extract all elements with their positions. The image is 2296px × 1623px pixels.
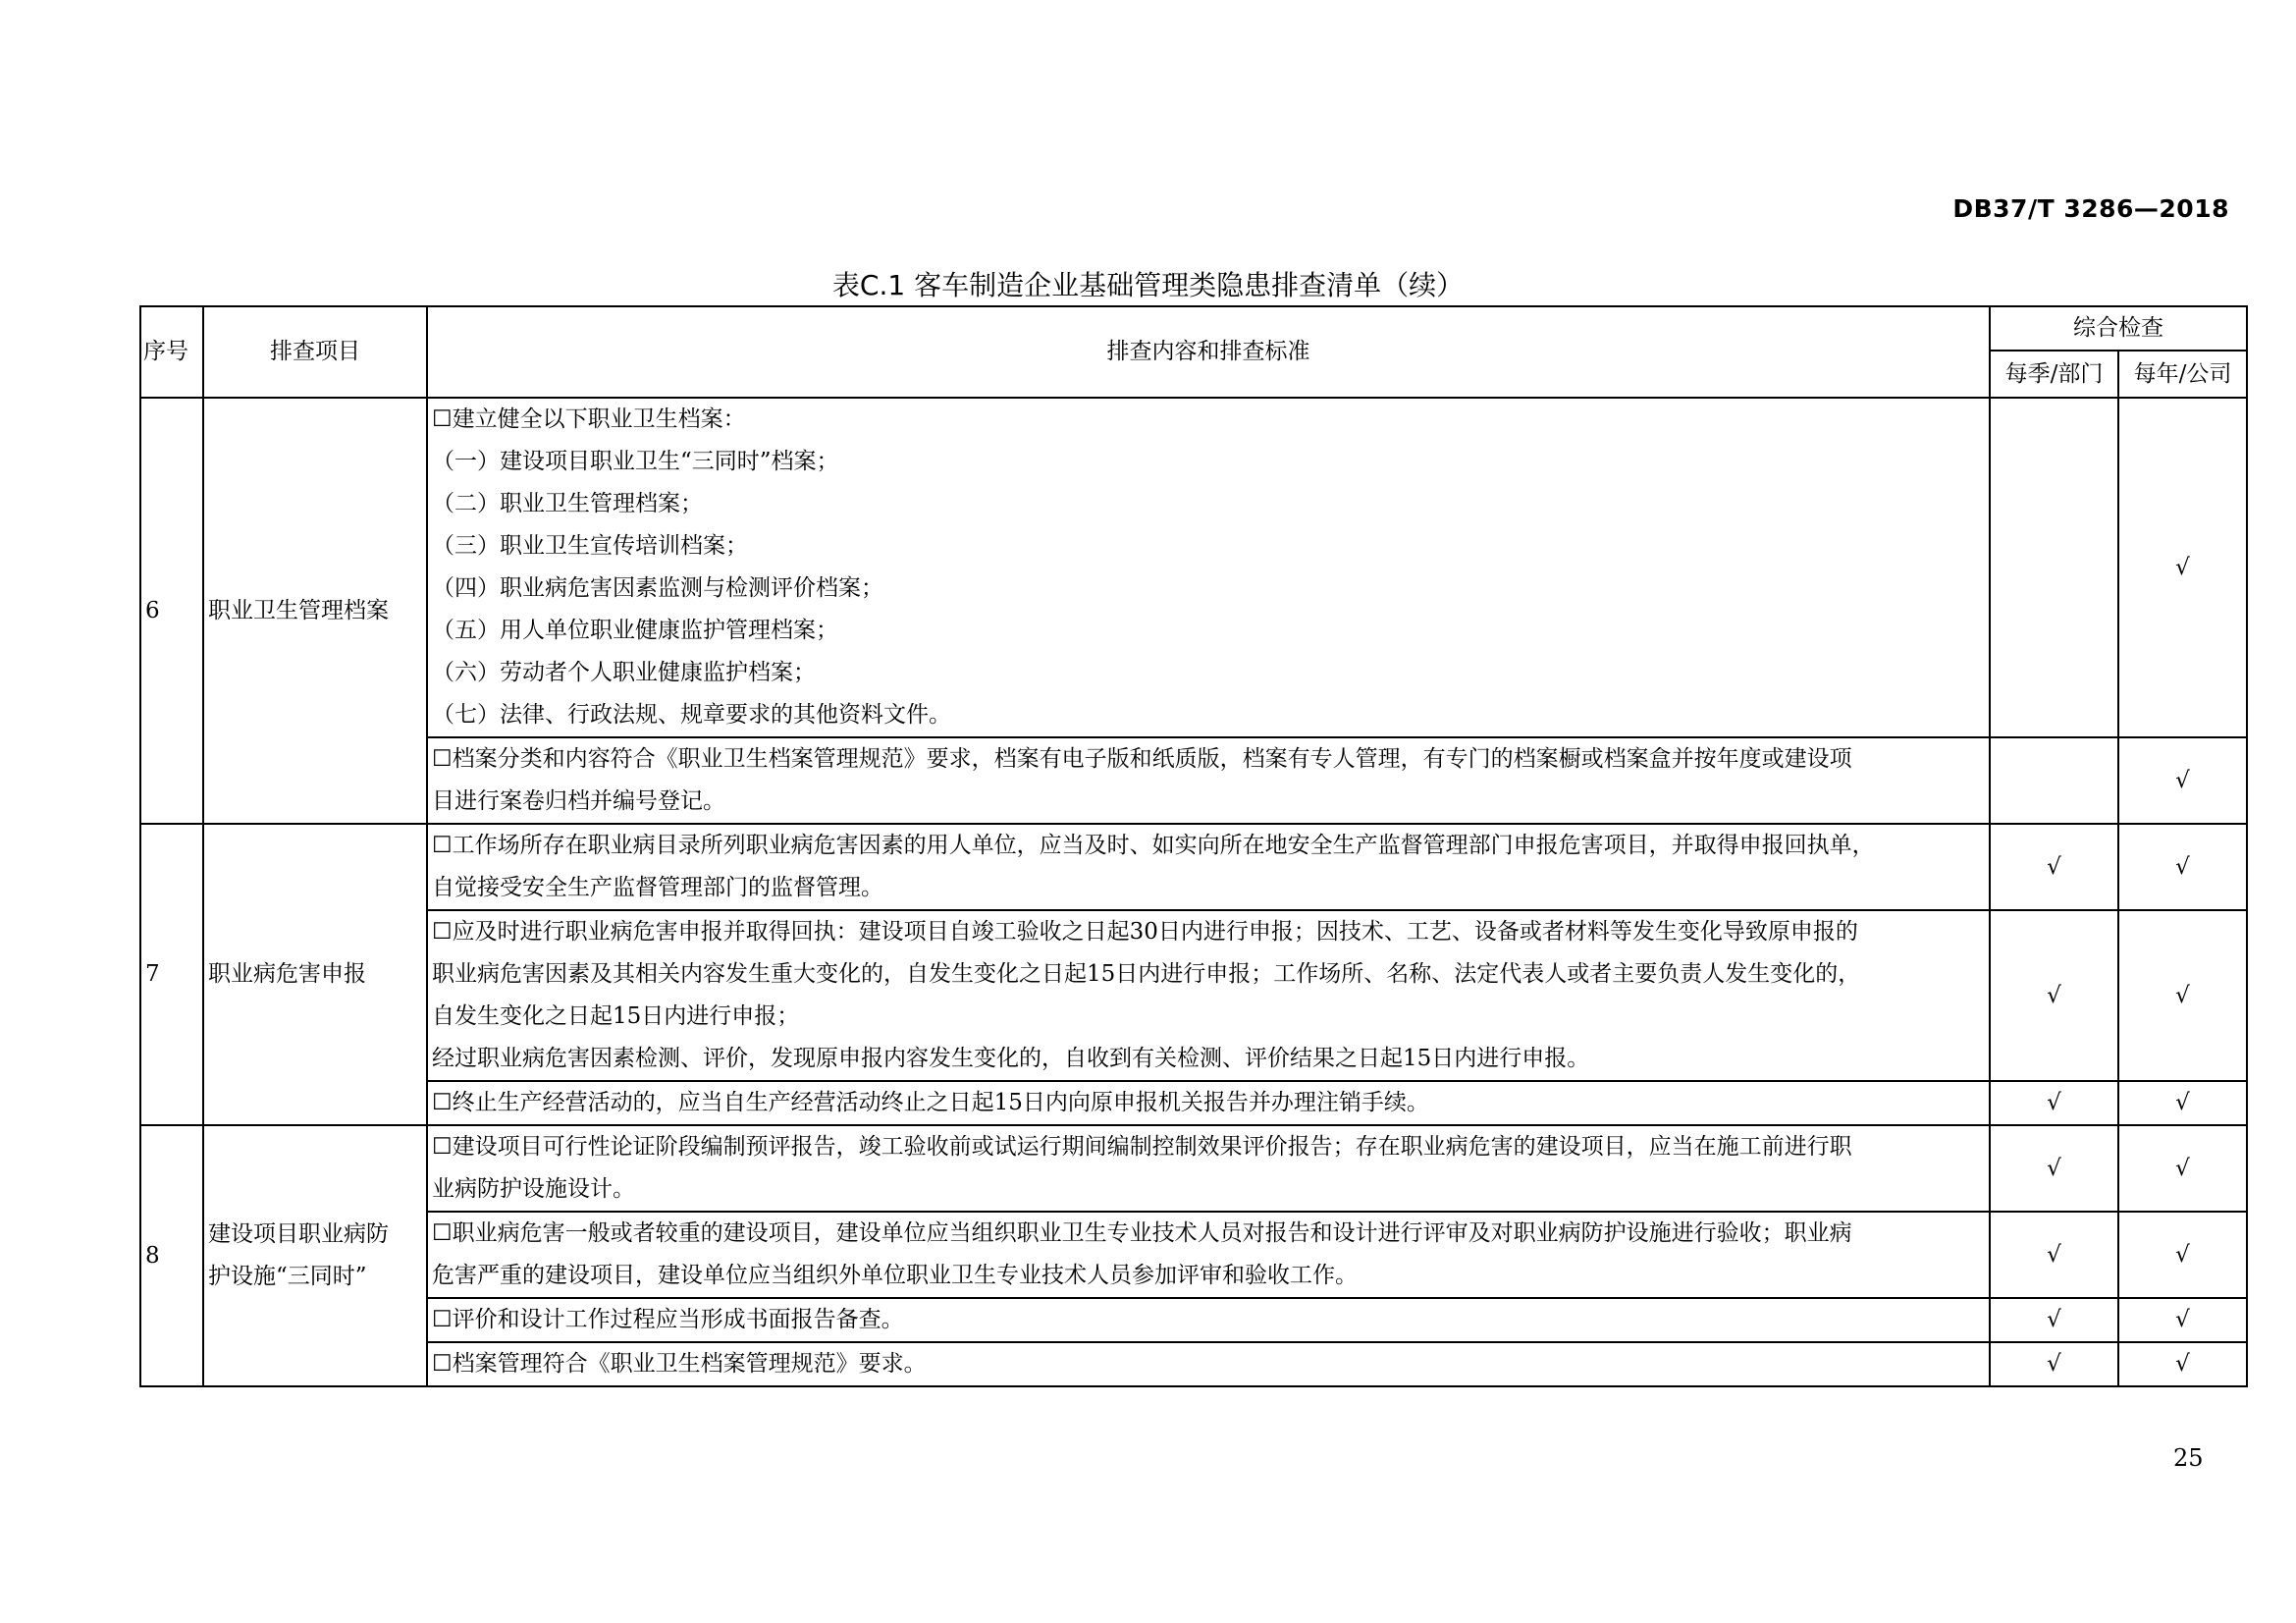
check-mark-quarterly: √ xyxy=(1990,910,2118,1081)
check-mark-quarterly: √ xyxy=(1990,1125,2118,1212)
content-line: （六）劳动者个人职业健康监护档案； xyxy=(432,660,816,685)
row-content xyxy=(427,398,1990,737)
check-mark-quarterly xyxy=(1990,737,2118,824)
table-header xyxy=(140,306,2247,398)
row-content xyxy=(427,737,1990,824)
check-mark-quarterly: √ xyxy=(1990,1081,2118,1125)
check-mark-annual: √ xyxy=(2118,1081,2247,1125)
check-mark-quarterly: √ xyxy=(1990,1298,2118,1342)
check-mark-annual: √ xyxy=(2118,1212,2247,1298)
header-content: 排查内容和排查标准 xyxy=(427,306,1990,398)
check-mark-quarterly: √ xyxy=(1990,824,2118,910)
table-title: 表C.1 客车制造企业基础管理类隐患排查清单（续） xyxy=(831,269,1465,301)
content-line: 自发生变化之日起15日内进行申报； xyxy=(432,1003,800,1029)
content-line: 经过职业病危害因素检测、评价，发现原申报内容发生变化的，自收到有关检测、评价结果之日起15日内进行申报。 xyxy=(432,1046,1590,1071)
header-quarterly: 每季/部门 xyxy=(1990,351,2118,398)
content-line: ☐建设项目可行性论证阶段编制预评报告，竣工验收前或试运行期间编制控制效果评价报告；存在职业病危害的建设项目，应当在施工前进行职 xyxy=(432,1134,1852,1160)
row-content xyxy=(427,1125,1990,1212)
check-mark-annual: √ xyxy=(2118,824,2247,910)
content-line: 自觉接受安全生产监督管理部门的监督管理。 xyxy=(432,875,883,900)
content-line: ☐档案管理符合《职业卫生档案管理规范》要求。 xyxy=(432,1351,927,1377)
check-mark-quarterly: √ xyxy=(1990,1212,2118,1298)
row-content xyxy=(427,824,1990,910)
check-mark-annual: √ xyxy=(2118,1298,2247,1342)
header-seq: 序号 xyxy=(140,306,203,398)
table-row xyxy=(140,1081,2247,1125)
table-row xyxy=(140,737,2247,824)
content-line: （二）职业卫生管理档案； xyxy=(432,491,703,516)
table-row xyxy=(140,1212,2247,1298)
table-row xyxy=(140,910,2247,1081)
content-line: ☐职业病危害一般或者较重的建设项目，建设单位应当组织职业卫生专业技术人员对报告和设计进行评审及对职业病防护设施进行验收；职业病 xyxy=(432,1220,1852,1246)
table-row xyxy=(140,824,2247,910)
table-row xyxy=(140,1298,2247,1342)
check-mark-annual: √ xyxy=(2118,1125,2247,1212)
header-annual: 每年/公司 xyxy=(2118,351,2247,398)
content-line: （四）职业病危害因素监测与检测评价档案； xyxy=(432,575,883,601)
row-item: 职业病危害申报 xyxy=(203,824,427,1125)
content-line: ☐建立健全以下职业卫生档案： xyxy=(432,406,746,432)
table-body xyxy=(140,398,2247,1386)
content-line: （七）法律、行政法规、规章要求的其他资料文件。 xyxy=(432,702,951,728)
check-mark-annual: √ xyxy=(2118,398,2247,737)
row-content xyxy=(427,1342,1990,1386)
content-line: （一）建设项目职业卫生“三同时”档案； xyxy=(432,449,839,474)
table-row xyxy=(140,1125,2247,1212)
content-line: ☐工作场所存在职业病目录所列职业病危害因素的用人单位，应当及时、如实向所在地安全生产监督管理部门申报危害项目，并取得申报回执单， xyxy=(432,833,1875,858)
content-line: 业病防护设施设计。 xyxy=(432,1176,635,1202)
check-mark-annual: √ xyxy=(2118,737,2247,824)
content-line: ☐档案分类和内容符合《职业卫生档案管理规范》要求，档案有电子版和纸质版，档案有专人管理，有专门的档案橱或档案盒并按年度或建设项 xyxy=(432,746,1852,772)
row-seq: 7 xyxy=(140,824,203,1125)
row-item-line: 护设施“三同时” xyxy=(208,1264,367,1289)
content-line: 危害严重的建设项目，建设单位应当组织外单位职业卫生专业技术人员参加评审和验收工作。 xyxy=(432,1263,1358,1288)
row-item: 职业卫生管理档案 xyxy=(203,398,427,824)
row-seq: 6 xyxy=(140,398,203,824)
content-line: （三）职业卫生宣传培训档案； xyxy=(432,533,748,559)
table-row xyxy=(140,398,2247,737)
row-content xyxy=(427,1081,1990,1125)
check-mark-annual: √ xyxy=(2118,910,2247,1081)
header-item: 排查项目 xyxy=(203,306,427,398)
content-line: 目进行案卷归档并编号登记。 xyxy=(432,788,725,814)
check-mark-quarterly: √ xyxy=(1990,1342,2118,1386)
row-item-line: 建设项目职业病防 xyxy=(208,1221,389,1247)
row-content xyxy=(427,910,1990,1081)
check-mark-quarterly xyxy=(1990,398,2118,737)
row-content xyxy=(427,1298,1990,1342)
content-line: ☐评价和设计工作过程应当形成书面报告备查。 xyxy=(432,1307,904,1332)
check-mark-annual: √ xyxy=(2118,1342,2247,1386)
header-comprehensive: 综合检查 xyxy=(1990,306,2247,351)
row-item xyxy=(203,1125,427,1386)
checklist-table xyxy=(139,305,2248,1387)
row-content xyxy=(427,1212,1990,1298)
row-seq: 8 xyxy=(140,1125,203,1386)
content-line: ☐终止生产经营活动的，应当自生产经营活动终止之日起15日内向原申报机关报告并办理注销手续。 xyxy=(432,1090,1429,1115)
content-line: （五）用人单位职业健康监护管理档案； xyxy=(432,618,838,643)
standard-code: DB37/T 3286—2018 xyxy=(1952,194,2229,223)
table-row xyxy=(140,1342,2247,1386)
page-number: 25 xyxy=(2173,1444,2204,1472)
content-line: ☐应及时进行职业病危害申报并取得回执：建设项目自竣工验收之日起30日内进行申报；因技术、工艺、设备或者材料等发生变化导致原申报的 xyxy=(432,919,1858,945)
content-line: 职业病危害因素及其相关内容发生重大变化的，自发生变化之日起15日内进行申报；工作场所、名称、法定代表人或者主要负责人发生变化的， xyxy=(432,961,1861,987)
